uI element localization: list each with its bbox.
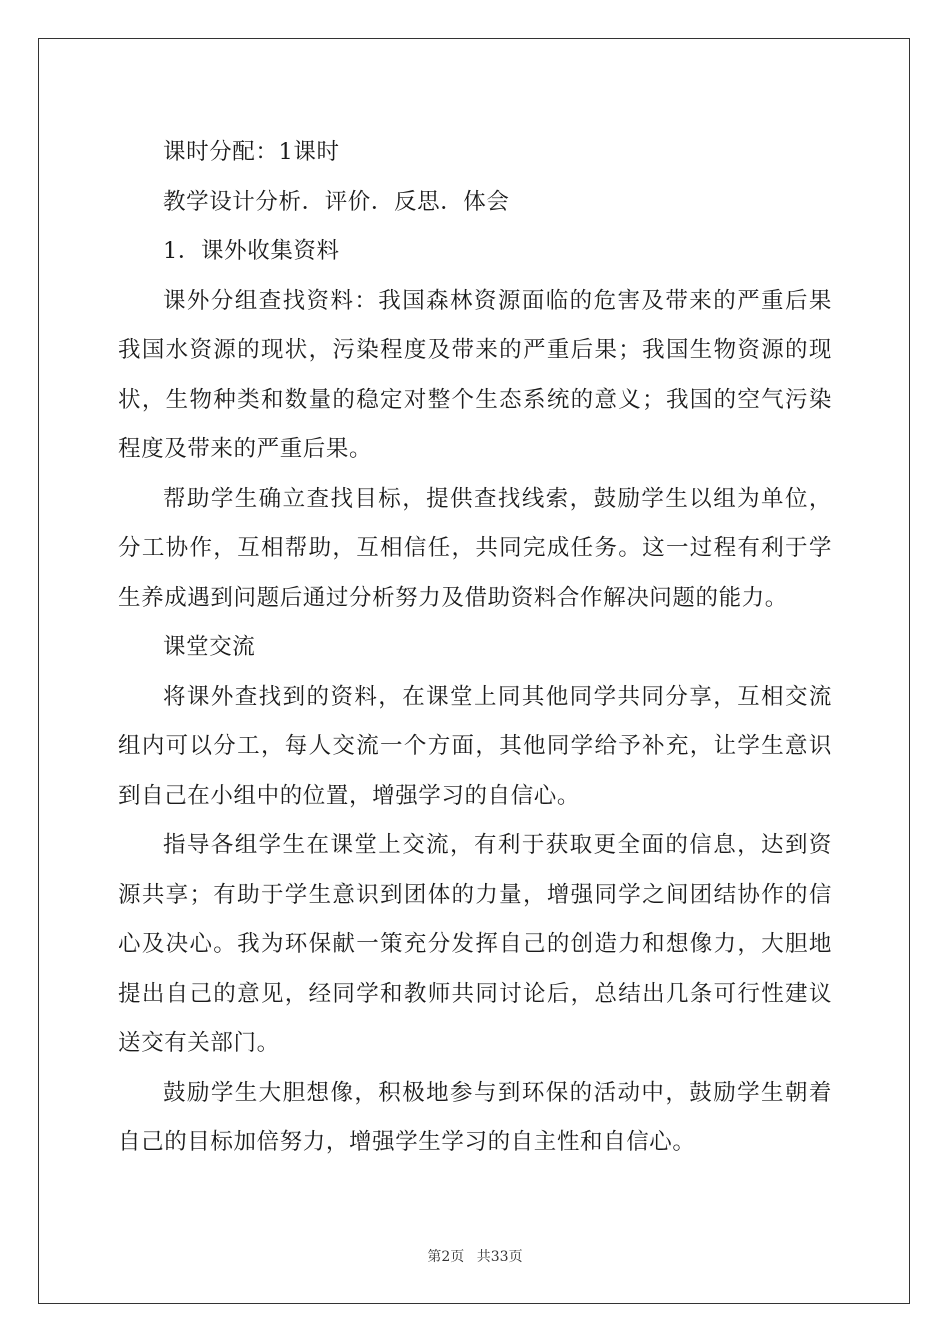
- paragraph-guide-groups: 指导各组学生在课堂上交流，有利于获取更全面的信息，达到资源共享；有助于学生意识到团体的力量，增强同学之间团结协作的信心及决心。我为环保献一策充分发挥自己的创造力和想像力，大胆地提出自己的意见，经同学和教师共同讨论后，总结出几条可行性建议送交有关部门。: [118, 832, 832, 1056]
- paragraph-design-analysis: 教学设计分析．评价．反思．体会: [163, 188, 510, 215]
- paragraph-class-exchange-heading: 课堂交流: [163, 634, 256, 660]
- paragraph-collect-heading: 1．课外收集资料: [163, 238, 340, 264]
- paragraph-encourage: 鼓励学生大胆想像，积极地参与到环保的活动中，鼓励学生朝着自己的目标加倍努力，增强学生学习的自主性和自信心。: [118, 1079, 832, 1155]
- paragraph-share-materials: 将课外查找到的资料，在课堂上同其他同学共同分享，互相交流组内可以分工，每人交流一个方面，其他同学给予补充，让学生意识到自己在小组中的位置，增强学习的自信心。: [118, 683, 832, 809]
- paragraph-group-research: 课外分组查找资料：我国森林资源面临的危害及带来的严重后果我国水资源的现状，污染程度及带来的严重后果；我国生物资源的现状，生物种类和数量的稳定对整个生态系统的意义；我国的空气污染程度及带来的严重后果。: [118, 287, 832, 462]
- page-footer: [0, 1246, 950, 1266]
- paragraph-help-students: 帮助学生确立查找目标，提供查找线索，鼓励学生以组为单位，分工协作，互相帮助，互相信任，共同完成任务。这一过程有利于学生养成遇到问题后通过分析努力及借助资料合作解决问题的能力。: [118, 485, 832, 611]
- paragraph-lesson-time: 课时分配：1课时: [163, 139, 340, 165]
- page-total: 共33页: [476, 1249, 523, 1265]
- document-body: [118, 128, 832, 1168]
- page-number: 第2页: [427, 1249, 465, 1265]
